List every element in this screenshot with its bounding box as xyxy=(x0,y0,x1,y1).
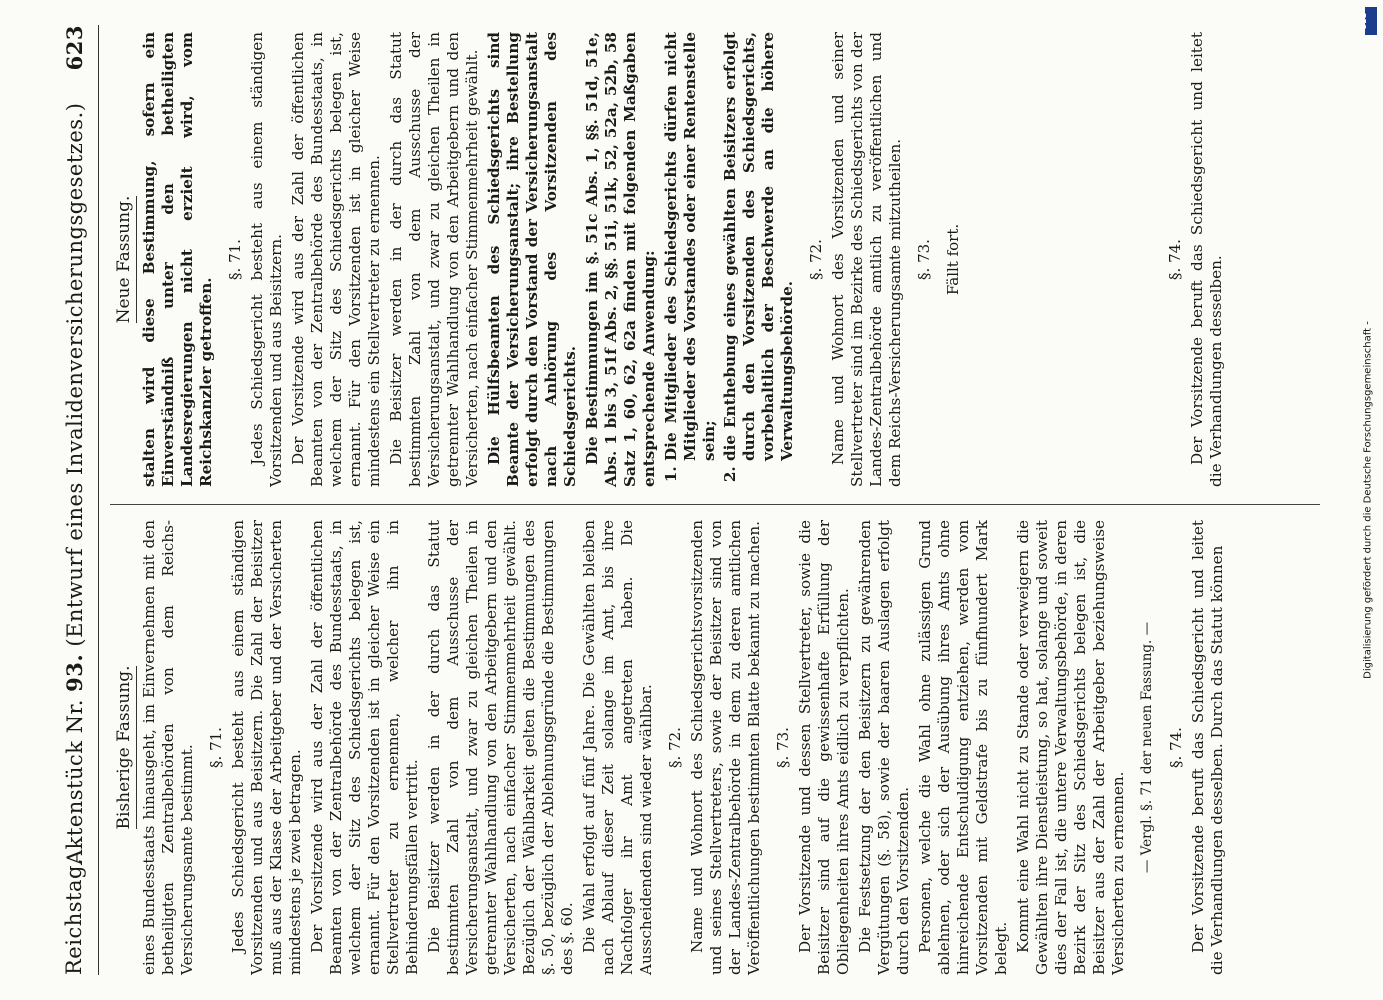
right-s74-title: §. 74. xyxy=(1166,239,1184,280)
right-column-heading: Neue Fassung. xyxy=(115,32,134,487)
right-s72-title: §. 72. xyxy=(807,239,825,280)
header-left: Reichstag. xyxy=(62,857,86,975)
digitization-credit: Digitalisierung gefördert durch die Deutsche Forschungsgemeinschaft - xyxy=(1362,321,1374,679)
left-s73-p3: Personen, welche die Wahl ohne zulässigen Grund ablehnen, oder sich der Ausübung ihres Amts ohne hinreichende Entschuldigung entziehen, werden vom Vorsitzenden mit Geldstrafe bis zu fünfhundert Mark belegt. xyxy=(916,520,1010,975)
right-s71-p1: Jedes Schiedsgericht besteht aus einem ständigen Vorsitzenden und aus Beisitzern. xyxy=(248,32,285,487)
right-s71-item: 1. Die Mitglieder des Schiedsgerichts dürfen nicht Mitglieder des Vorstandes oder einer Rentenstelle sein; xyxy=(662,32,719,461)
left-s72-title: §. 72. xyxy=(666,727,684,768)
left-column-heading: Bisherige Fassung. xyxy=(115,520,134,975)
right-intro: stalten wird diese Bestimmung, sofern ein Einverständniß unter den betheiligten Landesregierungen nicht erzielt wird, vom Reichskanzler getroffen. xyxy=(140,32,215,487)
left-s73-title: §. 73. xyxy=(774,727,792,768)
document-sheet xyxy=(20,25,1360,975)
right-s71-p3: Die Beisitzer werden in der durch das Statut bestimmten Zahl von dem Ausschusse der Versicherungsanstalt, und zwar zu gleichen Theilen in getrennter Wahlhandlung von den Arbeitgebern und den Versicherten, nach einfacher Stimmenmehrheit gewählt. xyxy=(387,32,481,487)
dfg-logo: DFG xyxy=(1365,7,1377,35)
right-s71-title: §. 71. xyxy=(226,239,244,280)
left-s74-title: §. 74. xyxy=(1167,727,1185,768)
left-s71-p2: Der Vorsitzende wird aus der Zahl der öffentlichen Beamten von der Zentralbehörde des Bundesstaats, in welchem der Sitz des Schiedsgerichts belegen ist, ernannt. Für den Vorsitzenden ist in gleicher Weise ein Stellvertreter zu ernennen, welcher ihn in Behinderungsfällen vertritt. xyxy=(308,520,421,975)
left-s71-title: §. 71. xyxy=(207,727,225,768)
column-divider xyxy=(110,504,1320,505)
header-suffix: (Entwurf eines Invalidenversicherungsgesetzes.) xyxy=(63,102,87,654)
left-note: — Vergl. §. 71 der neuen Fassung. — xyxy=(1139,621,1155,874)
left-column xyxy=(115,520,1230,975)
right-s71-p5: Die Bestimmungen im §. 51c Abs. 1, §§. 51d, 51e, Abs. 1 bis 3, 51f Abs. 2, §§. 51i, 51k, 52, 52a, 52b, 58 Satz 1, 60, 62, 62a finden mit folgenden Maßgaben entsprechende Anwendung: xyxy=(583,32,658,487)
right-s71-p4: Die Hülfsbeamten des Schiedsgerichts sind Beamte der Versicherungsanstalt; ihre Bestellung erfolgt durch den Vorstand der Versicherungsanstalt nach Anhörung des Vorsitzenden des Schiedsgerichts. xyxy=(485,32,579,487)
right-s73-title: §. 73. xyxy=(915,239,933,280)
left-s73-p4: Kommt eine Wahl nicht zu Stande oder verweigern die Gewählten ihre Dienstleistung, so hat, solange und soweit dies der Fall ist, die untere Verwaltungsbehörde, in deren Bezirk der Sitz des Schiedsgerichts belegen ist, die Beisitzer aus der Zahl der Arbeitgeber beziehungsweise Versicherten zu ernennen. xyxy=(1014,520,1127,975)
right-s71-list xyxy=(662,32,797,487)
right-s71-item: 2. die Enthebung eines gewählten Beisitzers erfolgt durch den Vorsitzenden des Schiedsgerichts, vorbehaltlich der Beschwerde an die höhere Verwaltungsbehörde. xyxy=(721,32,797,461)
left-s71-p1: Jedes Schiedsgericht besteht aus einem ständigen Vorsitzenden und aus Beisitzern. Die Zahl der Beisitzer muß aus der Klasse der Arbeitgeber und der Versicherten mindestens je zwei betragen. xyxy=(229,520,304,975)
left-s71-p4: Die Wahl erfolgt auf fünf Jahre. Die Gewählten bleiben nach Ablauf dieser Zeit solange im Amt, bis ihre Nachfolger ihr Amt angetreten haben. Die Ausscheidenden sind wieder wählbar. xyxy=(580,520,655,975)
page-number: 623 xyxy=(62,25,87,71)
left-s71-p3: Die Beisitzer werden in der durch das Statut bestimmten Zahl von dem Ausschusse der Versicherungsanstalt, und zwar zu gleichen Theilen in getrennter Wahlhandlung von den Arbeitgebern und den Versicherten, nach einfacher Stimmenmehrheit gewählt. Bezüglich der Wählbarkeit gelten die Bestimmungen des §. 50, bezüglich der Ablehnungsgründe die Bestimmungen des §. 60. xyxy=(425,520,576,975)
right-s72-p1: Name und Wohnort des Vorsitzenden und seiner Stellvertreter sind im Bezirke des Schiedsgerichts von der Landes-Zentralbehörde amtlich zu veröffentlichen und dem Reichs-Versicherungsamte mitzutheilen. xyxy=(829,32,904,487)
left-s73-p1: Der Vorsitzende und dessen Stellvertreter, sowie die Beisitzer sind auf die gewissenhafte Erfüllung der Obliegenheiten ihres Amts eidlich zu verpflichten. xyxy=(796,520,852,975)
right-s71-p2: Der Vorsitzende wird aus der Zahl der öffentlichen Beamten von der Zentralbehörde des Bundesstaats, in welchem der Sitz des Schiedsgerichts belegen ist, ernannt. Für den Vorsitzenden ist in gleicher Weise mindestens ein Stellvertreter zu ernennen. xyxy=(289,32,383,487)
right-s74-p1: Der Vorsitzende beruft das Schiedsgericht und leitet die Verhandlungen desselben. xyxy=(1188,32,1225,487)
page-header xyxy=(62,25,92,975)
header-number: 93. xyxy=(62,653,87,692)
right-column xyxy=(115,32,1229,487)
left-s72-p1: Name und Wohnort des Schiedsgerichtsvorsitzenden und seines Stellvertreters, sowie der Beisitzer sind von der Landes-Zentralbehörde in dem zu deren amtlichen Veröffentlichungen bestimmten Blatte bekannt zu machen. xyxy=(688,520,763,975)
left-intro: eines Bundesstaats hinausgeht, im Einvernehmen mit den betheiligten Zentralbehörden von dem Reichs-Versicherungsamte bestimmt. xyxy=(140,520,196,975)
left-s74-p1: Der Vorsitzende beruft das Schiedsgericht und leitet die Verhandlungen desselben. Durch das Statut können xyxy=(1189,520,1226,975)
right-s73-p1: Fällt fort. xyxy=(944,223,962,296)
header-title xyxy=(62,103,87,865)
left-s73-p2: Die Festsetzung der den Beisitzern zu gewährenden Vergütungen (§. 58), sowie der baaren Auslagen erfolgt durch den Vorsitzenden. xyxy=(856,520,912,975)
header-rule xyxy=(98,25,99,975)
header-prefix: Aktenstück Nr. xyxy=(63,691,87,865)
